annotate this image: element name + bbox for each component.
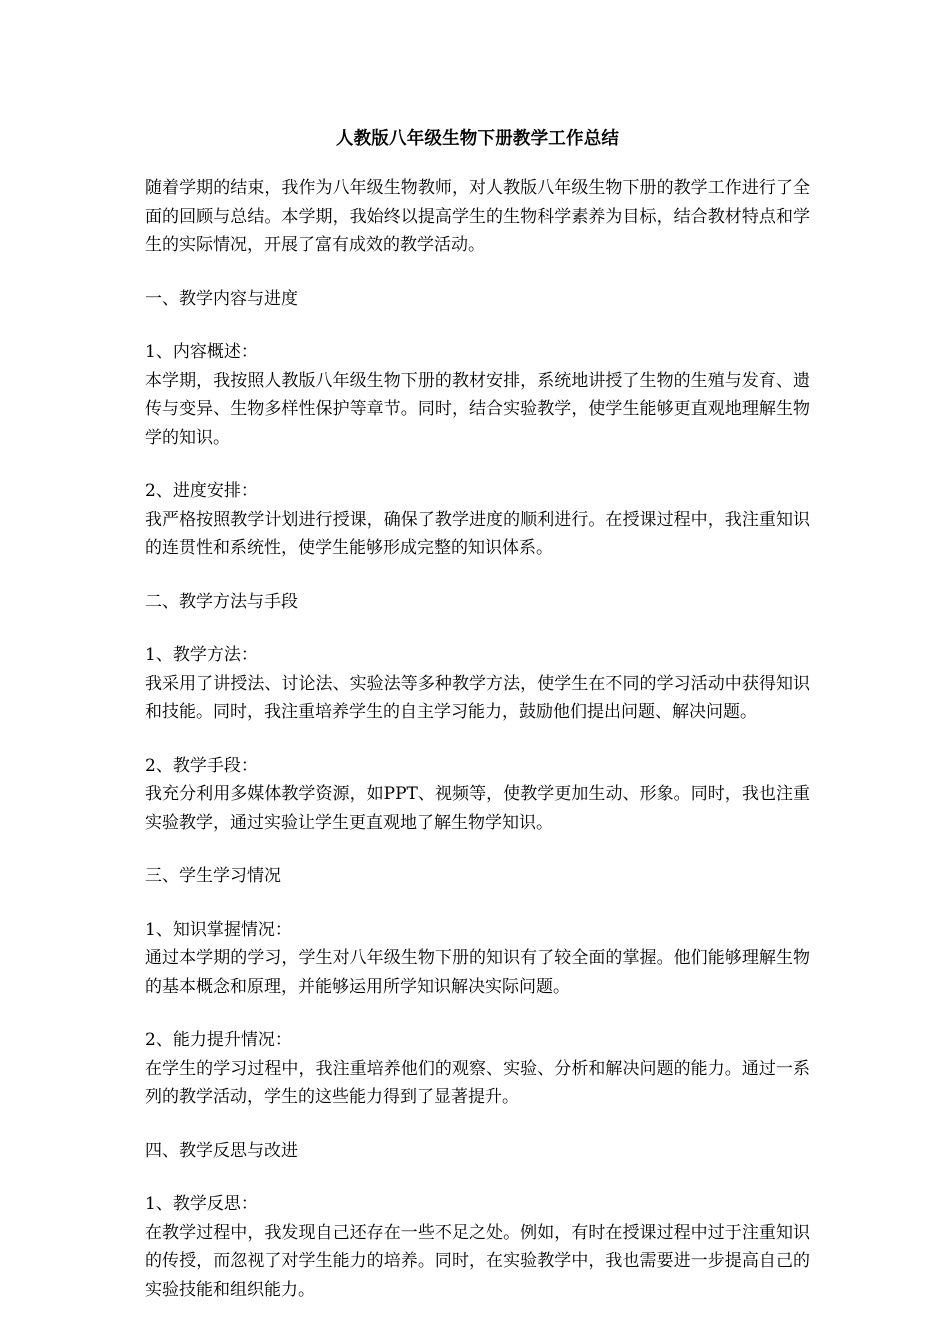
intro-paragraph: 随着学期的结束，我作为八年级生物教师，对人教版八年级生物下册的教学工作进行了全面的回顾与总结。本学期，我始终以提高学生的生物科学素养为目标，结合教材特点和学生的实际情况，开展了富有成效的教学活动。 (145, 178, 810, 255)
subsection-heading: 1、内容概述： (145, 342, 258, 362)
subsection-text: 在学生的学习过程中，我注重培养他们的观察、实验、分析和解决问题的能力。通过一系列的教学活动，学生的这些能力得到了显著提升。 (145, 1058, 810, 1107)
section-heading-methods: 二、教学方法与手段 (145, 591, 298, 612)
section-heading-content-progress: 一、教学内容与进度 (145, 288, 298, 309)
document-title: 人教版八年级生物下册教学工作总结 (335, 129, 620, 149)
subsection-content-overview (145, 338, 810, 452)
subsection-heading: 2、进度安排： (145, 481, 258, 501)
section-heading-student-learning: 三、学生学习情况 (145, 866, 281, 886)
subsection-text: 通过本学期的学习，学生对八年级生物下册的知识有了较全面的掌握。他们能够理解生物的基本概念和原理，并能够运用所学知识解决实际问题。 (145, 948, 810, 997)
document-body (145, 125, 810, 1329)
subsection-text: 在教学过程中，我发现自己还存在一些不足之处。例如，有时在授课过程中过于注重知识的传授，而忽视了对学生能力的培养。同时，在实验教学中，我也需要进一步提高自己的实验技能和组织能力。 (145, 1222, 810, 1300)
subsection-heading: 1、知识掌握情况： (145, 919, 292, 940)
subsection-heading: 2、能力提升情况： (145, 1030, 292, 1050)
subsection-text: 本学期，我按照人教版八年级生物下册的教材安排，系统地讲授了生物的生殖与发育、遗传与变异、生物多样性保护等章节。同时，结合实验教学，使学生能够更直观地理解生物学的知识。 (145, 370, 810, 448)
section-heading-reflection: 四、教学反思与改进 (145, 1140, 298, 1161)
subsection-schedule (145, 477, 810, 563)
subsection-teaching-methods (145, 641, 810, 727)
subsection-text: 我严格按照教学计划进行授课，确保了教学进度的顺利进行。在授课过程中，我注重知识的连贯性和系统性，使学生能够形成完整的知识体系。 (145, 509, 810, 558)
subsection-teaching-means (145, 752, 810, 838)
subsection-text: 我采用了讲授法、讨论法、实验法等多种教学方法，使学生在不同的学习活动中获得知识和技能。同时，我注重培养学生的自主学习能力，鼓励他们提出问题、解决问题。 (145, 673, 810, 722)
subsection-knowledge-mastery (145, 916, 810, 1002)
subsection-heading: 1、教学方法： (145, 645, 258, 665)
subsection-heading: 2、教学手段： (145, 755, 258, 776)
subsection-heading: 1、教学反思： (145, 1194, 258, 1214)
subsection-text: 我充分利用多媒体教学资源，如PPT、视频等，使教学更加生动、形象。同时，我也注重实验教学，通过实验让学生更直观地了解生物学知识。 (145, 784, 810, 833)
subsection-ability-improvement (145, 1026, 810, 1112)
subsection-teaching-reflection (145, 1190, 810, 1304)
